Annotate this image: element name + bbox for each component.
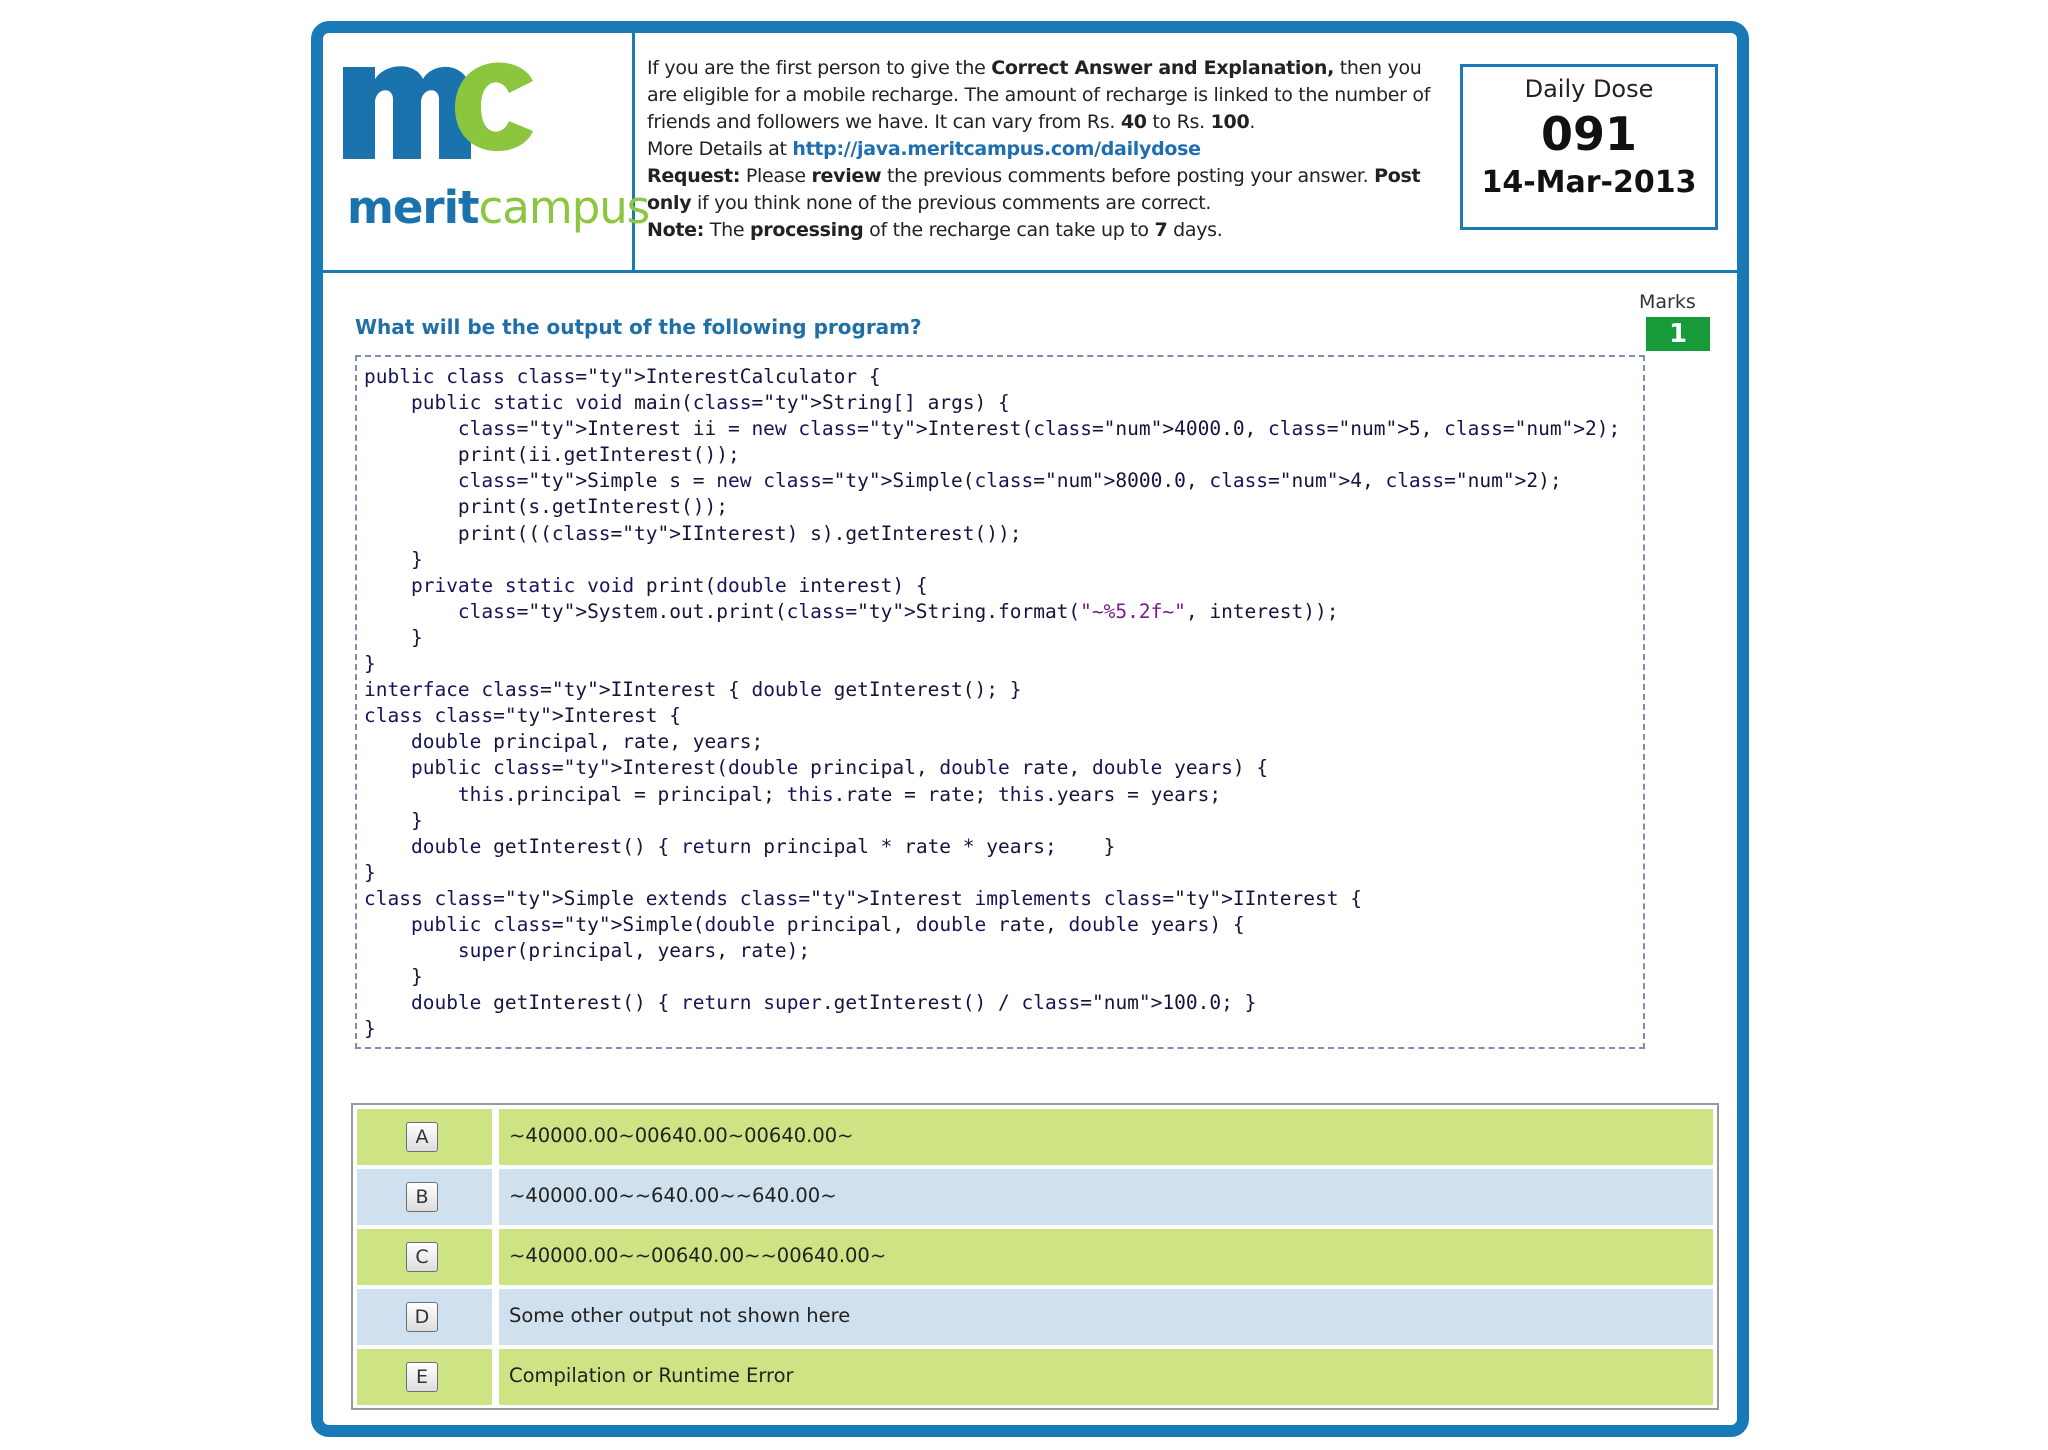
code-line: super(principal, years, rate);	[457, 939, 811, 963]
option-c[interactable]	[357, 1229, 1713, 1285]
option-d[interactable]	[357, 1289, 1713, 1345]
contest-info	[647, 55, 1447, 244]
code-line: }	[364, 965, 423, 989]
option-text-cell	[499, 1289, 1713, 1345]
option-text-cell	[499, 1349, 1713, 1405]
option-letter-cell	[357, 1289, 492, 1345]
mc-logo-mark	[337, 49, 537, 164]
info-paragraph-note: Note: The processing of the recharge can take up to 7 days.	[647, 219, 1223, 241]
option-a-button[interactable]: A	[406, 1122, 438, 1152]
code-line: public class class="ty">InterestCalculator {	[364, 365, 881, 388]
logo-wordmark	[347, 181, 649, 234]
option-text-cell	[499, 1229, 1713, 1285]
code-line: }	[364, 1017, 376, 1041]
marks-label: Marks	[1639, 291, 1696, 313]
info-paragraph-details: More Details at http://java.meritcampus.com/dailydose	[647, 138, 1201, 160]
code-line: double getInterest() { return super.getInterest() / class="num">100.0; }	[410, 991, 1257, 1015]
option-c-text[interactable]: ~40000.00~~00640.00~~00640.00~	[509, 1244, 887, 1267]
code-line: double getInterest() { return principal * rate * years; }	[410, 834, 1116, 858]
code-line: class="ty">Interest ii = new class="ty">Interest(class="num">4000.0, class="num">5, class="num">2);	[457, 417, 1621, 441]
code-listing	[357, 357, 1643, 1042]
code-line: print(((class="ty">IInterest) s).getInterest());	[364, 521, 1022, 545]
option-b[interactable]	[357, 1169, 1713, 1225]
option-d-button[interactable]: D	[406, 1302, 438, 1332]
info-paragraph-request: Request: Please review the previous comments before posting your answer. Post only if you think none of the previous comments are correct.	[647, 165, 1421, 214]
daily-dose-box	[1460, 64, 1718, 230]
answer-options	[351, 1103, 1719, 1410]
code-line: this.principal = principal; this.rate = rate; this.years = years;	[457, 782, 1222, 806]
option-letter-cell	[357, 1349, 492, 1405]
quiz-card	[311, 21, 1749, 1437]
option-b-text[interactable]: ~40000.00~~640.00~~640.00~	[509, 1184, 837, 1207]
option-b-button[interactable]: B	[406, 1182, 438, 1212]
logo-word-campus: campus	[478, 181, 650, 234]
option-d-text[interactable]: Some other output not shown here	[509, 1304, 851, 1327]
code-line: print(ii.getInterest());	[364, 443, 740, 467]
code-line: public class="ty">Simple(double principal, double rate, double years) {	[410, 912, 1245, 936]
daily-dose-date: 14-Mar-2013	[1481, 165, 1697, 200]
code-line: }	[364, 625, 423, 649]
question-text: What will be the output of the following program?	[355, 315, 922, 339]
logo	[323, 33, 650, 270]
code-line: public static void main(class="ty">String[] args) {	[410, 391, 1010, 415]
code-line: class class="ty">Simple extends class="ty">Interest implements class="ty">IInterest {	[364, 886, 1362, 910]
code-line: }	[364, 808, 423, 832]
marks-badge: 1	[1646, 317, 1710, 351]
option-text-cell	[499, 1169, 1713, 1225]
code-block	[355, 355, 1645, 1049]
option-a-text[interactable]: ~40000.00~00640.00~00640.00~	[509, 1124, 854, 1147]
code-line: class="ty">System.out.print(class="ty">String.format("~%5.2f~", interest));	[457, 599, 1339, 623]
code-line: }	[364, 652, 376, 676]
code-line: private static void print(double interest) {	[410, 573, 928, 597]
code-line: }	[364, 860, 376, 884]
code-line: }	[364, 547, 423, 571]
info-paragraph-recharge: If you are the first person to give the Correct Answer and Explanation, then you are eligible for a mobile recharge. The amount of recharge is linked to the number of friends and followers we have. It can vary from Rs. 40 to Rs. 100.	[647, 57, 1431, 133]
logo-word-merit: merit	[347, 181, 479, 234]
option-letter-cell	[357, 1109, 492, 1165]
option-e-text[interactable]: Compilation or Runtime Error	[509, 1364, 794, 1387]
code-line: double principal, rate, years;	[410, 730, 764, 754]
daily-dose-label: Daily Dose	[1524, 75, 1654, 103]
option-e[interactable]	[357, 1349, 1713, 1405]
option-a[interactable]	[357, 1109, 1713, 1165]
option-letter-cell	[357, 1229, 492, 1285]
option-text-cell	[499, 1109, 1713, 1165]
code-line: public class="ty">Interest(double principal, double rate, double years) {	[410, 756, 1269, 780]
option-c-button[interactable]: C	[406, 1242, 438, 1272]
code-line: print(s.getInterest());	[364, 495, 728, 519]
header	[323, 33, 1737, 273]
code-line: interface class="ty">IInterest { double getInterest(); }	[364, 678, 1022, 702]
daily-dose-link[interactable]: http://java.meritcampus.com/dailydose	[792, 138, 1201, 160]
code-line: class class="ty">Interest {	[364, 704, 681, 728]
option-letter-cell	[357, 1169, 492, 1225]
option-e-button[interactable]: E	[406, 1362, 438, 1392]
daily-dose-number: 091	[1540, 107, 1638, 161]
code-line: class="ty">Simple s = new class="ty">Simple(class="num">8000.0, class="num">4, class="num">2);	[457, 469, 1562, 493]
